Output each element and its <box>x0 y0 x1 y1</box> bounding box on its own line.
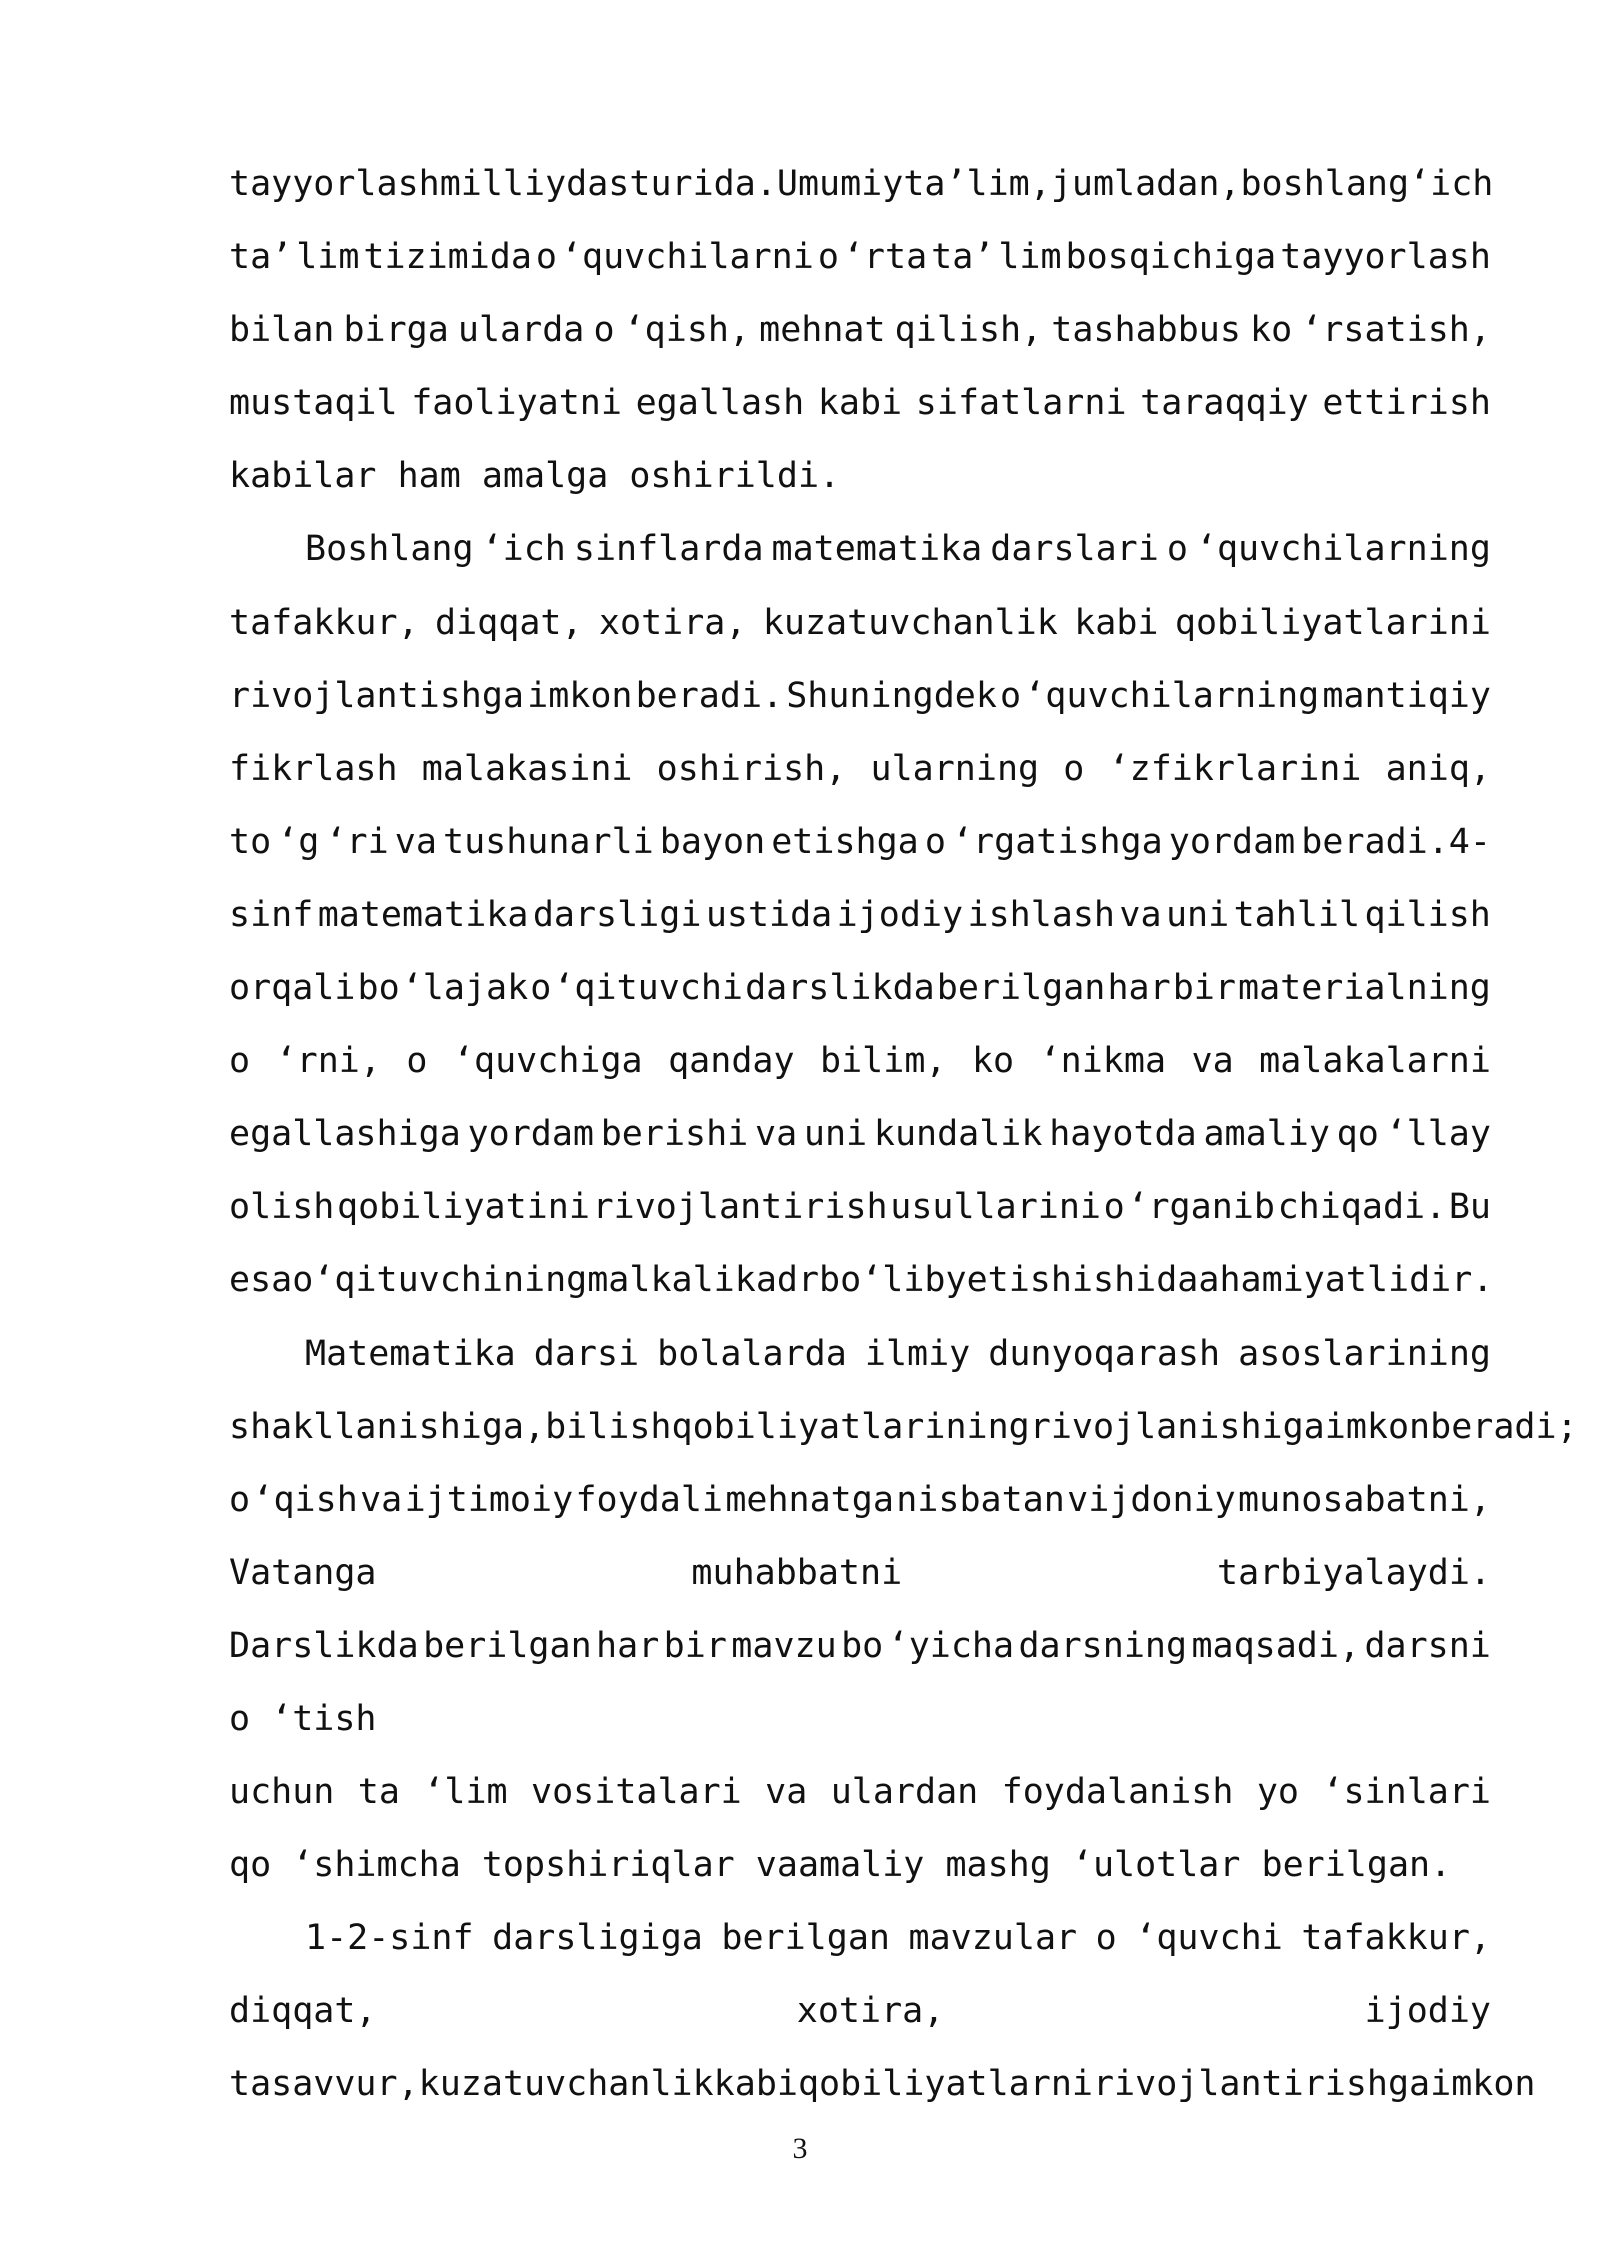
text-line <box>229 1975 1491 2048</box>
word: 1-2-sinf <box>305 1918 474 1959</box>
word: o <box>1000 675 1022 716</box>
word: malakalarni <box>1259 1041 1491 1082</box>
text-line <box>229 1391 1578 1464</box>
body-text <box>229 148 1578 2122</box>
word: qo <box>1336 1114 1379 1155</box>
word: dunyoqarash <box>988 1333 1221 1374</box>
word: rivojlanishiga <box>1029 1406 1325 1447</box>
text-line: kabilar ham amalga oshirildi. <box>229 456 841 497</box>
word: imkon <box>1430 2064 1536 2105</box>
word: kabi <box>1074 602 1159 643</box>
word: ta <box>357 1772 400 1813</box>
word: ‘ich <box>481 529 566 570</box>
word: birga <box>343 310 449 351</box>
word: o <box>292 1260 314 1301</box>
word: orqali <box>229 968 356 1009</box>
word: uni <box>1165 894 1230 935</box>
word: tayyorlash <box>1280 237 1491 278</box>
text-line <box>229 221 1491 294</box>
word: xotira, <box>796 1991 945 2032</box>
word: bilish <box>545 1406 672 1447</box>
text-line <box>229 513 1491 586</box>
word: egallash <box>635 383 805 424</box>
word: ‘quvchilarning <box>1195 529 1491 570</box>
text-line: o ‘tish <box>229 1698 377 1739</box>
word: ‘rni, <box>275 1041 381 1082</box>
word: olish <box>229 1187 335 1228</box>
word: ulardan <box>830 1772 979 1813</box>
word: darsning <box>1018 1625 1188 1666</box>
text-line <box>229 1537 1491 1610</box>
word: ‘qituvchining <box>313 1260 588 1301</box>
word: yetishishida <box>945 1260 1199 1301</box>
word: tafakkur, <box>1301 1918 1491 1959</box>
word: o <box>817 237 839 278</box>
word: esa <box>229 1260 293 1301</box>
word: sinflarda <box>573 529 764 570</box>
word: ‘qish, <box>623 310 751 351</box>
word: yo <box>1256 1772 1299 1813</box>
word: darsi <box>533 1333 640 1374</box>
word: va <box>1191 1041 1234 1082</box>
word: har <box>596 1625 660 1666</box>
word: tashabbus <box>1051 310 1241 351</box>
word: oshirish, <box>656 748 847 789</box>
word: bir <box>663 1625 727 1666</box>
word: tushunarli <box>443 821 654 862</box>
text-line <box>229 733 1491 806</box>
word: bayon <box>659 821 766 862</box>
word: qilish, <box>894 310 1043 351</box>
word: rivojlantirishga <box>1092 2064 1431 2105</box>
word: va <box>755 1114 798 1155</box>
word: o <box>1103 1187 1125 1228</box>
word: materialning <box>1238 968 1491 1009</box>
text-line <box>229 1098 1491 1171</box>
word: har <box>1107 968 1171 1009</box>
word: qanday <box>668 1041 795 1082</box>
word: imkon <box>527 675 633 716</box>
word: etishga <box>771 821 919 862</box>
word: imkon <box>1324 1406 1431 1447</box>
word: malakasini <box>421 748 633 789</box>
text-line <box>229 587 1491 660</box>
word: lim <box>296 237 360 278</box>
text-line <box>229 879 1491 952</box>
word: o <box>229 1041 251 1082</box>
text-line: qo ‘shimcha topshiriqlar vaamaliy mashg ‘ulotlar berilgan. <box>229 1845 1452 1886</box>
word: o <box>1063 748 1085 789</box>
word: foydalanish <box>1001 1772 1234 1813</box>
word: bo <box>819 1260 862 1301</box>
word: ‘llay <box>1385 1114 1491 1155</box>
word: bilan <box>229 310 335 351</box>
word: diqqat, <box>229 1991 377 2032</box>
text-line <box>229 148 1494 221</box>
word: yordam <box>1168 821 1296 862</box>
word: berilgan <box>423 1625 592 1666</box>
word: tizimida <box>363 237 532 278</box>
word: bo <box>841 1625 884 1666</box>
word: bolalarda <box>657 1333 847 1374</box>
text-line <box>229 660 1491 733</box>
word: uni <box>803 1114 868 1155</box>
word: va <box>1119 894 1162 935</box>
word: shakllanishiga, <box>229 1406 546 1447</box>
word: jumladan, <box>1050 164 1241 204</box>
word: boshlang <box>1240 164 1410 204</box>
word: qobiliyatlarni <box>797 2064 1093 2105</box>
text-line <box>229 1318 1491 1391</box>
word: ‘quvchiga <box>452 1041 643 1082</box>
word: aniq, <box>1385 748 1491 789</box>
word: ustida <box>705 894 833 935</box>
word: ijodiy <box>836 894 964 935</box>
word: bir <box>1172 968 1236 1009</box>
word: kabi <box>817 383 903 424</box>
word: darsligiga <box>492 1918 703 1959</box>
word: Umumiy <box>776 164 904 204</box>
word: bosqichiga <box>1065 237 1277 278</box>
text-line <box>229 806 1491 879</box>
word: ishlash <box>967 894 1116 935</box>
text-line <box>229 1464 1491 1537</box>
word: ko <box>1250 310 1293 351</box>
word: ‘nikma <box>1039 1041 1167 1082</box>
word: mustaqil <box>229 383 398 424</box>
word: ‘lajak <box>401 968 529 1009</box>
word: darslari <box>990 529 1159 570</box>
word: yordam <box>467 1114 594 1155</box>
word: matematika <box>317 894 529 935</box>
word: Shuningdek <box>786 675 997 716</box>
word: vositalari <box>531 1772 742 1813</box>
word: beradi. <box>635 675 784 716</box>
text-line <box>229 2048 1536 2121</box>
text-line <box>229 367 1491 440</box>
word: ‘quvchilarni <box>560 237 814 278</box>
word: ‘g <box>277 821 320 862</box>
word: mavzular <box>908 1918 1078 1959</box>
word: sifatlarni <box>915 383 1127 424</box>
word: o <box>535 237 557 278</box>
word: tafakkur, <box>229 602 419 643</box>
word: diqqat, <box>435 602 583 643</box>
word: ‘rganib <box>1127 1187 1275 1228</box>
word: lim <box>998 237 1062 278</box>
word: darslikda <box>745 968 935 1009</box>
text-line <box>229 1902 1491 1975</box>
word: ko <box>971 1041 1015 1082</box>
word: ‘lim <box>423 1772 508 1813</box>
word: ‘qituvchi <box>553 968 744 1009</box>
text-line <box>229 1610 1491 1683</box>
word: ‘sinlari <box>1322 1772 1491 1813</box>
word: ‘rgatishga <box>951 821 1163 862</box>
text-line <box>229 1756 1491 1829</box>
word: kabi <box>713 2064 798 2105</box>
word: kuzatuvchanlik <box>762 602 1058 643</box>
word: maqsadi, <box>1191 1625 1361 1666</box>
word: qilish <box>1364 894 1491 935</box>
word: faoliyatni <box>411 383 622 424</box>
word: berishi <box>600 1114 749 1155</box>
word: vijdoniy <box>1067 1479 1236 1520</box>
word: tarbiyalaydi. <box>1217 1552 1491 1593</box>
word: kadr <box>734 1260 820 1301</box>
word: ta’ <box>903 164 967 204</box>
word: dasturida. <box>566 164 777 204</box>
word: bilim, <box>820 1041 947 1082</box>
word: berilgan <box>721 1918 890 1959</box>
word: berilgan <box>936 968 1106 1009</box>
word: ahamiyatlidir. <box>1198 1260 1494 1301</box>
word: o <box>406 1041 428 1082</box>
word: milliy <box>439 164 567 204</box>
text-line <box>229 1025 1491 1098</box>
word: usullarini <box>890 1187 1101 1228</box>
word: lim, <box>966 164 1051 204</box>
word: malkali <box>587 1260 735 1301</box>
word: ‘rta <box>842 237 928 278</box>
word: qobiliyatini <box>337 1187 590 1228</box>
word: bo <box>357 968 400 1009</box>
word: ularda <box>457 310 585 351</box>
word: ularning <box>870 748 1040 789</box>
word: tayyorlash <box>229 164 440 204</box>
word: sinf <box>229 894 314 935</box>
word: Darslikda <box>229 1625 419 1666</box>
word: Bu <box>1448 1187 1491 1228</box>
word: o <box>1095 1918 1117 1959</box>
word: munosabatni, <box>1238 1479 1491 1520</box>
page-number: 3 <box>792 2132 808 2165</box>
text-line <box>229 294 1491 367</box>
word: Boshlang <box>305 529 474 570</box>
word: ijodiy <box>1364 1991 1491 2032</box>
word: xotira, <box>598 602 747 643</box>
word: ijtimoiy <box>404 1479 574 1520</box>
text-line <box>229 1171 1491 1244</box>
word: beradi; <box>1430 1406 1578 1447</box>
word: o <box>1166 529 1188 570</box>
word: ‘zfikrlarini <box>1108 748 1362 789</box>
word: Matematika <box>305 1333 516 1374</box>
word: Vatanga <box>229 1552 377 1593</box>
word: ‘yicha <box>887 1625 1015 1666</box>
word: taraqqiy <box>1140 383 1309 424</box>
word: matematika <box>771 529 983 570</box>
word: qobiliyatlarining <box>671 1406 1030 1447</box>
word: tahlil <box>1233 894 1361 935</box>
word: ‘rsatish, <box>1301 310 1491 351</box>
word: to <box>229 821 272 862</box>
word: o <box>530 968 552 1009</box>
word: chiqadi. <box>1277 1187 1447 1228</box>
word: darsligi <box>532 894 702 935</box>
word: amaliy <box>1203 1114 1330 1155</box>
word: mehnatga <box>725 1479 894 1520</box>
word: muhabbatni <box>691 1552 903 1593</box>
word: kuzatuvchanlik <box>418 2064 714 2105</box>
word: rivojlantirish <box>592 1187 888 1228</box>
word: nisbatan <box>896 1479 1065 1520</box>
word: darsni <box>1364 1625 1491 1666</box>
word: fikrlash <box>229 748 398 789</box>
word: va <box>765 1772 808 1813</box>
text-line <box>229 1244 1494 1317</box>
word: o <box>924 821 946 862</box>
word: uchun <box>229 1772 335 1813</box>
word: rivojlantishga <box>229 675 525 716</box>
word: ‘lib <box>861 1260 946 1301</box>
word: mantiqiy <box>1322 675 1491 716</box>
word: beradi.4- <box>1301 821 1491 862</box>
word: foydali <box>575 1479 723 1520</box>
word: ‘qish <box>252 1479 358 1520</box>
word: ‘ri <box>325 821 389 862</box>
word: o <box>229 1479 251 1520</box>
word: ‘ich <box>1409 164 1494 204</box>
word: mavzu <box>731 1625 837 1666</box>
text-line <box>229 952 1491 1025</box>
word: tasavvur, <box>229 2064 419 2105</box>
word: ta’ <box>931 237 995 278</box>
word: kundalik <box>873 1114 1043 1155</box>
word: va <box>394 821 437 862</box>
word: mehnat <box>759 310 886 351</box>
word: va <box>360 1479 403 1520</box>
word: ettirish <box>1322 383 1491 424</box>
word: hayotda <box>1049 1114 1197 1155</box>
word: asoslarining <box>1238 1333 1491 1374</box>
word: ta’ <box>229 237 293 278</box>
word: ‘quvchilarning <box>1024 675 1320 716</box>
word: egallashiga <box>229 1114 461 1155</box>
word: ‘quvchi <box>1135 1918 1283 1959</box>
word: qobiliyatlarini <box>1174 602 1491 643</box>
word: ilmiy <box>864 1333 971 1374</box>
word: o <box>593 310 615 351</box>
